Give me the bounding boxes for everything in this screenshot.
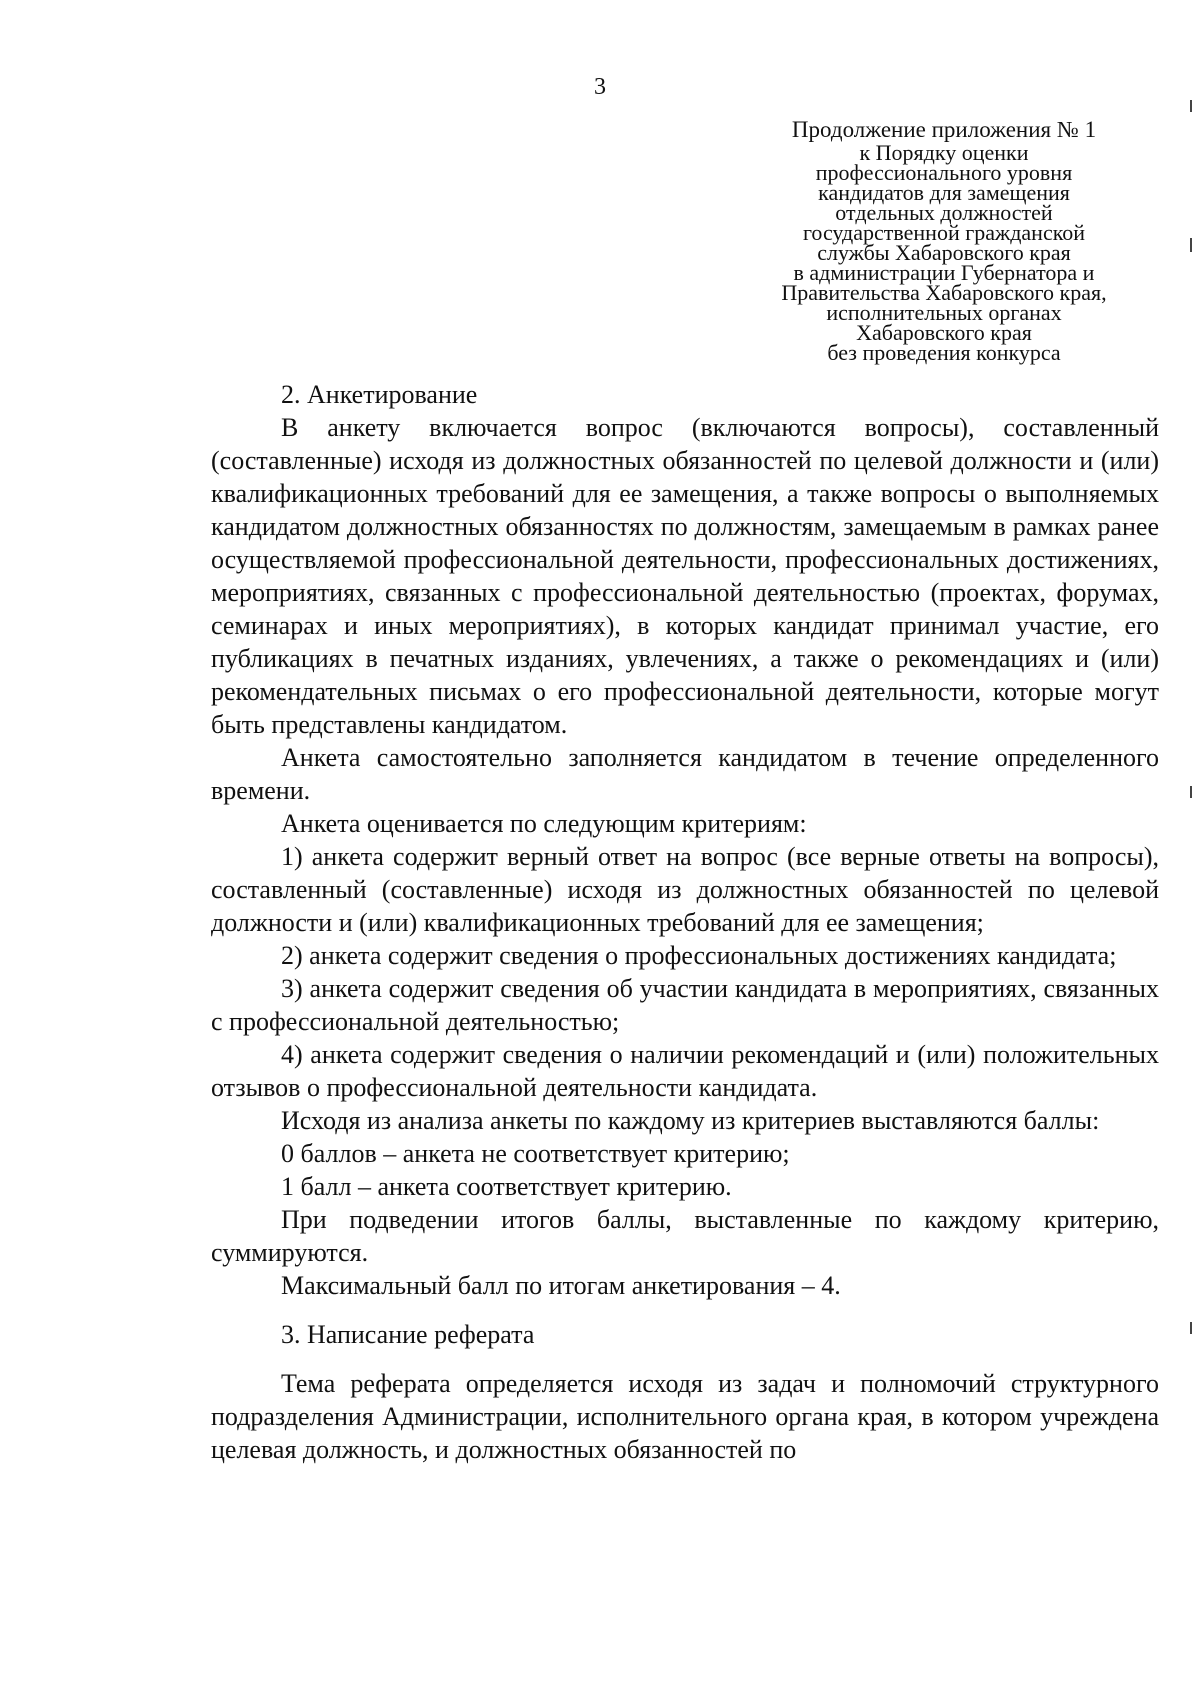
criterion-item: 1) анкета содержит верный ответ на вопрос (все верные ответы на вопросы), составленный (составленные) исходя из должностных обязанностей по целевой должности и (или) квалификационных требований для ее замещения;	[211, 842, 1159, 937]
appendix-line: отдельных должностей	[835, 200, 1053, 226]
appendix-line: к Порядку оценки	[859, 140, 1029, 166]
scan-mark	[1190, 100, 1192, 112]
spacer	[211, 1302, 1159, 1318]
scan-mark	[1190, 1322, 1192, 1334]
appendix-line: профессионального уровня	[815, 160, 1073, 186]
appendix-line: Правительства Хабаровского края,	[781, 280, 1107, 306]
scan-mark	[1190, 786, 1192, 798]
appendix-line: в администрации Губернатора и	[793, 260, 1095, 286]
appendix-line: без проведения конкурса	[827, 340, 1061, 366]
paragraph: Анкета оценивается по следующим критериям:	[281, 809, 807, 838]
score-item: 1 балл – анкета соответствует критерию.	[281, 1172, 732, 1201]
criterion-item: 3) анкета содержит сведения об участии кандидата в мероприятиях, связанных с профессиональной деятельностью;	[211, 974, 1159, 1036]
paragraph: В анкету включается вопрос (включаются вопросы), составленный (составленные) исходя из должностных обязанностей по целевой должности и (или) квалификационных требований для ее замещения, а также вопросы о выполняемых кандидатом должностных обязанностях по должностям, замещаемым в рамках ранее осуществляемой профессиональной деятельности, профессиональных достижениях, мероприятиях, связанных с профессиональной деятельностью (проектах, форумах, семинарах и иных мероприятиях), в которых кандидат принимал участие, его публикациях в печатных изданиях, увлечениях, а также о рекомендациях и (или) рекомендательных письмах о его профессиональной деятельности, которые могут быть представлены кандидатом.	[211, 413, 1159, 739]
appendix-title: Продолжение приложения № 1	[791, 117, 1097, 142]
appendix-line: исполнительных органах	[826, 300, 1062, 326]
section-3-title: 3. Написание реферата	[281, 1320, 535, 1349]
appendix-line: Хабаровского края	[856, 320, 1032, 346]
score-item: 0 баллов – анкета не соответствует критерию;	[281, 1139, 790, 1168]
scan-mark	[1190, 238, 1192, 252]
paragraph: Анкета самостоятельно заполняется кандидатом в течение определенного времени.	[211, 743, 1159, 805]
criterion-item: 2) анкета содержит сведения о профессиональных достижениях кандидата;	[281, 941, 1117, 970]
page-number: 3	[594, 74, 606, 100]
appendix-heading	[748, 117, 1140, 366]
paragraph: При подведении итогов баллы, выставленные по каждому критерию, суммируются.	[211, 1205, 1159, 1267]
section-2-title: 2. Анкетирование	[281, 380, 478, 409]
criterion-item: 4) анкета содержит сведения о наличии рекомендаций и (или) положительных отзывов о профессиональной деятельности кандидата.	[211, 1040, 1159, 1102]
paragraph: Исходя из анализа анкеты по каждому из критериев выставляются баллы:	[281, 1106, 1100, 1135]
spacer	[211, 1351, 1159, 1367]
appendix-line: государственной гражданской	[802, 220, 1086, 246]
paragraph: Тема реферата определяется исходя из задач и полномочий структурного подразделения Администрации, исполнительного органа края, в котором учреждена целевая должность, и должностных обязанностей по	[211, 1369, 1159, 1464]
appendix-line: кандидатов для замещения	[818, 180, 1070, 206]
appendix-line: службы Хабаровского края	[817, 240, 1071, 266]
paragraph: Максимальный балл по итогам анкетирования – 4.	[281, 1271, 841, 1300]
document-body	[211, 378, 1159, 1466]
